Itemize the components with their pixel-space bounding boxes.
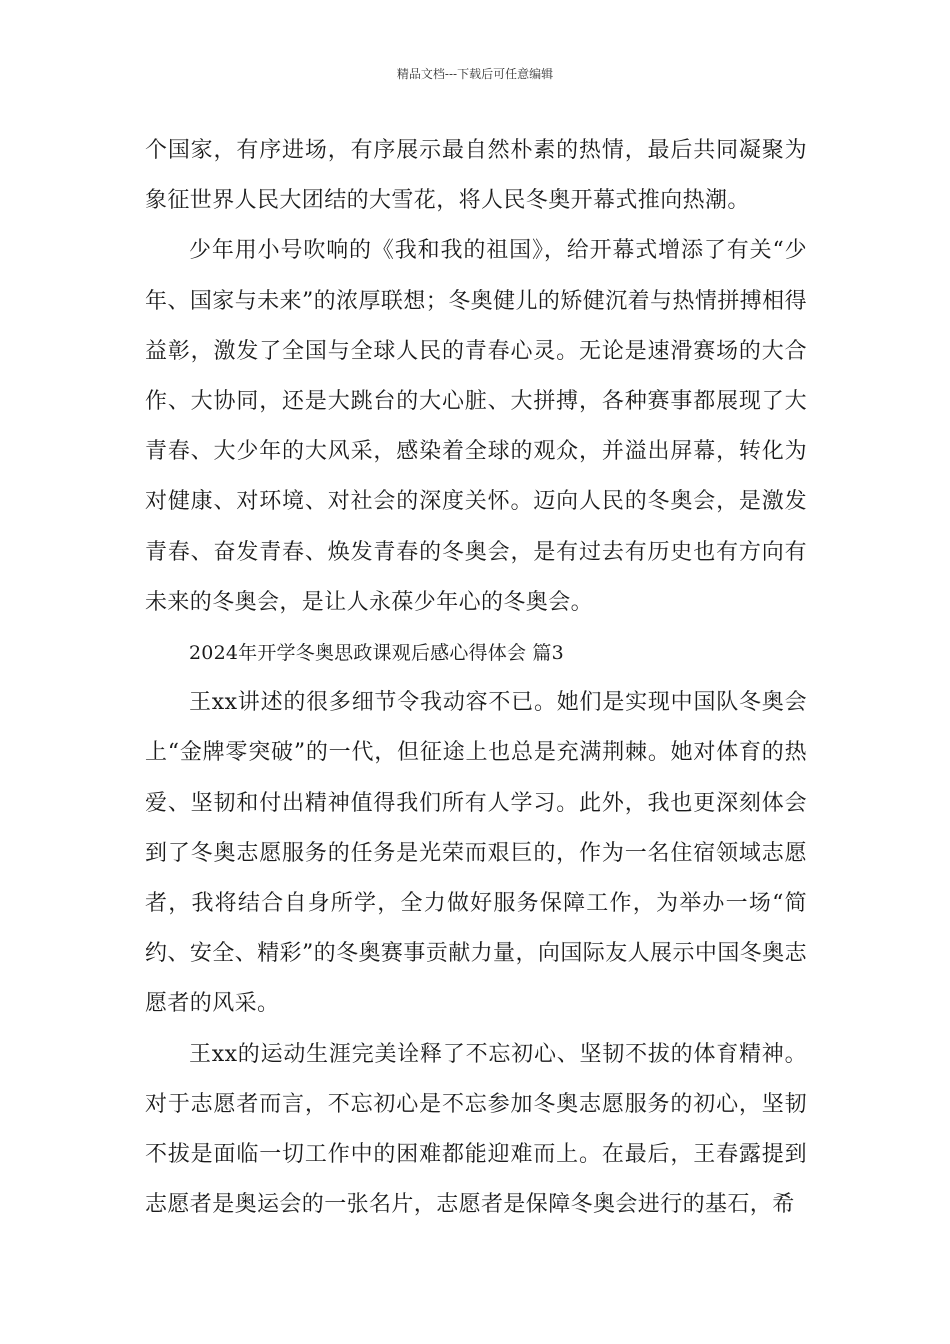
paragraph: 王xx讲述的很多细节令我动容不已。她们是实现中国队冬奥会上“金牌零突破”的一代，但征途上也总是充满荆棘。她对体育的热爱、坚韧和付出精神值得我们所有人学习。此外，我也更深刻体会到了冬奥志愿服务的任务是光荣而艰巨的，作为一名住宿领域志愿者，我将结合自身所学，全力做好服务保障工作，为举办一场“简约、安全、精彩”的冬奥赛事贡献力量，向国际友人展示中国冬奥志愿者的风采。 — [145, 690, 807, 1017]
paragraph: 少年用小号吹响的《我和我的祖国》，给开幕式增添了有关“少年、国家与未来”的浓厚联想；冬奥健儿的矫健沉着与热情拼搏相得益彰，激发了全国与全球人民的青春心灵。无论是速滑赛场的大合作、大协同，还是大跳台的大心脏、大拼搏，各种赛事都展现了大青春、大少年的大风采，感染着全球的观众，并溢出屏幕，转化为对健康、对环境、对社会的深度关怀。迈向人民的冬奥会，是激发青春、奋发青春、焕发青春的冬奥会，是有过去有历史也有方向有未来的冬奥会，是让人永葆少年心的冬奥会。 — [145, 238, 807, 615]
document-body — [145, 126, 807, 1230]
section-title: 2024年开学冬奥思政课观后感心得体会 篇3 — [189, 642, 564, 665]
paragraph: 王xx的运动生涯完美诠释了不忘初心、坚韧不拔的体育精神。对于志愿者而言，不忘初心是不忘参加冬奥志愿服务的初心，坚韧不拔是面临一切工作中的困难都能迎难而上。在最后，王春露提到志愿者是奥运会的一张名片，志愿者是保障冬奥会进行的基石，希 — [145, 1041, 807, 1218]
page-header: 精品文档---下载后可任意编辑 — [396, 67, 554, 81]
paragraph-continuation: 个国家，有序进场，有序展示最自然朴素的热情，最后共同凝聚为象征世界人民大团结的大雪花，将人民冬奥开幕式推向热潮。 — [145, 138, 807, 214]
